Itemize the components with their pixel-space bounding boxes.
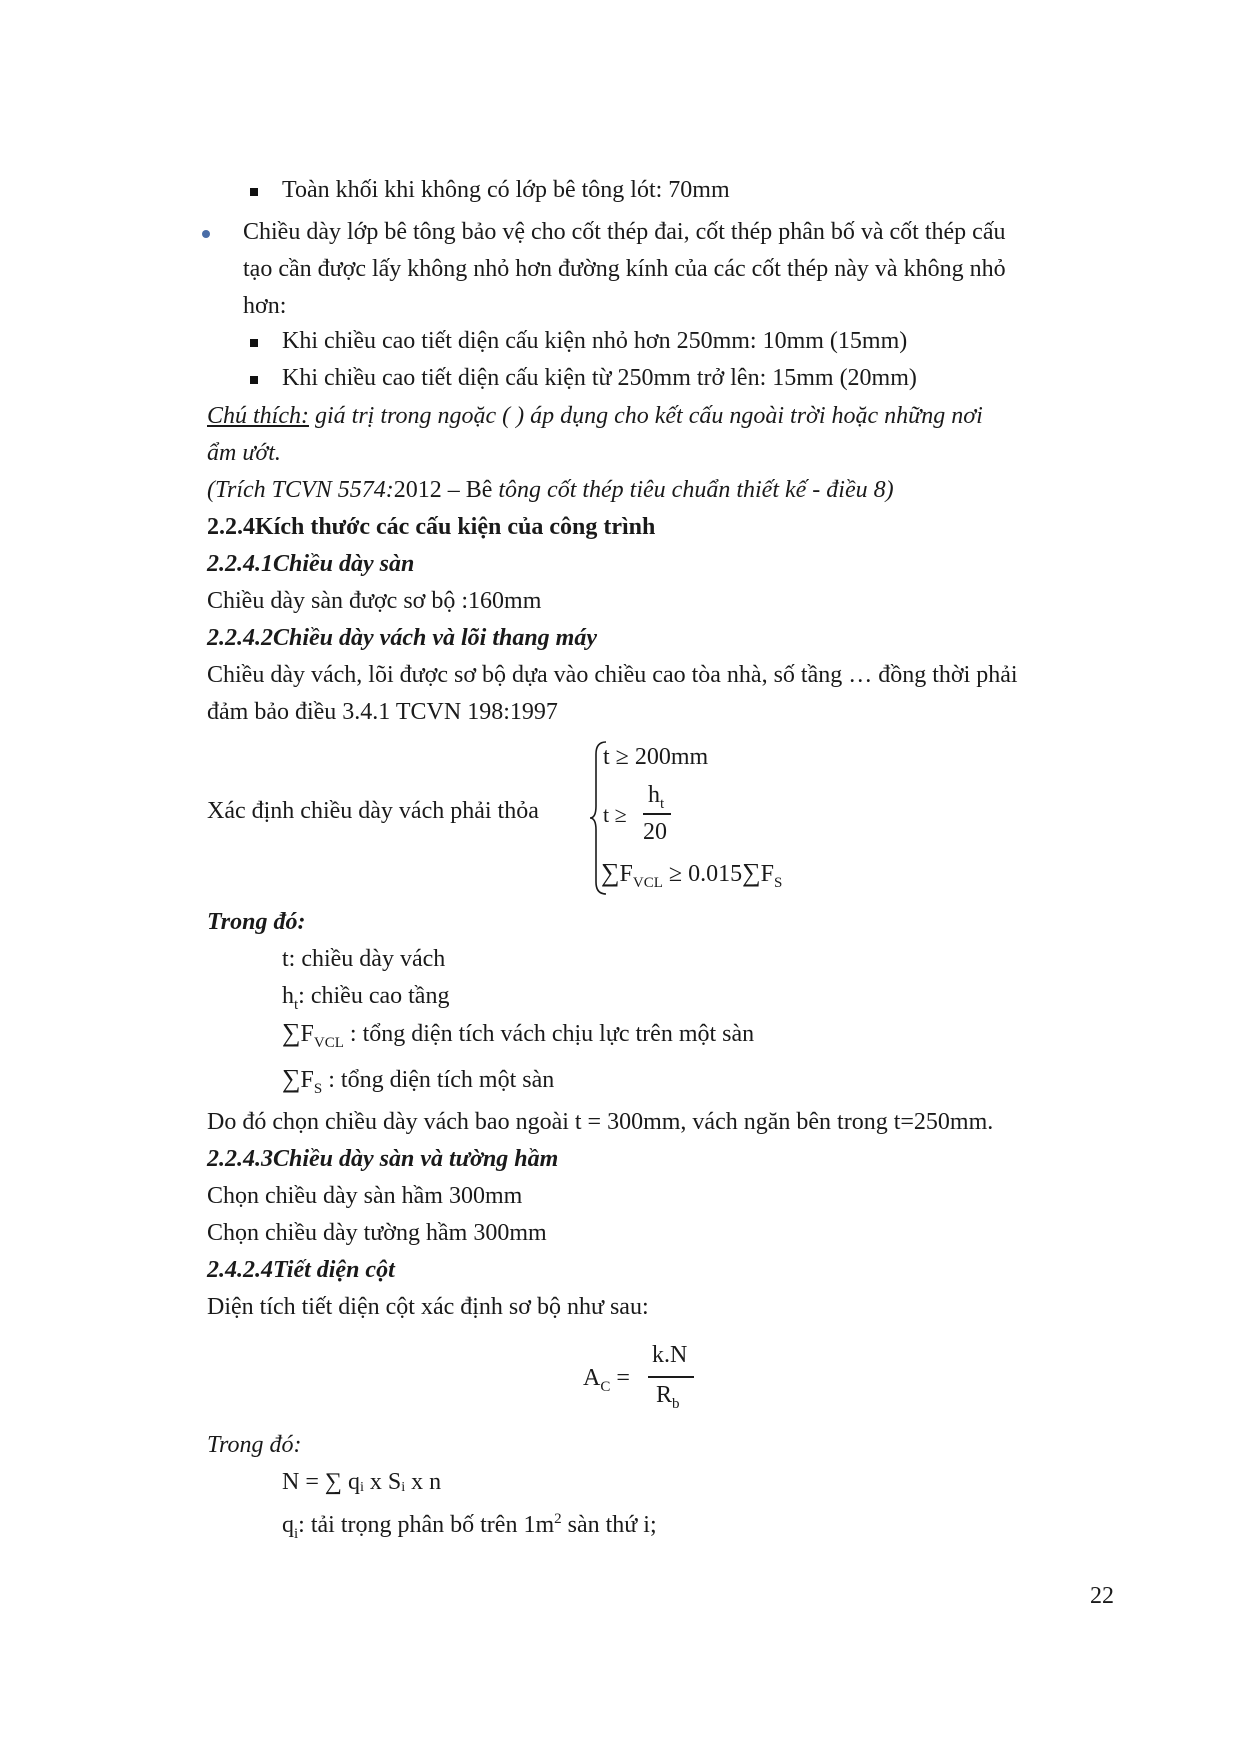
reference-part: 2012 – Bê xyxy=(393,477,493,503)
bullet-text: Khi chiều cao tiết diện cấu kiện từ 250mm trở lên: 15mm (20mm) xyxy=(282,365,917,391)
qi-q: q xyxy=(282,1512,294,1538)
page-number: 22 xyxy=(1090,1583,1114,1609)
qi-desc: : tải trọng phân bố trên 1m xyxy=(298,1512,555,1538)
ac-a: A xyxy=(583,1365,601,1391)
subsection-heading: 2.2.4.1Chiều dày sàn xyxy=(207,551,415,577)
inequality: ≥ 0.015 xyxy=(662,861,743,887)
f-sub: VCL xyxy=(313,1034,344,1051)
paragraph-line: Chiều dày lớp bê tông bảo vệ cho cốt thép đai, cốt thép phân bố và cốt thép cấu xyxy=(243,219,1006,245)
body-text: Chiều dày sàn được sơ bộ :160mm xyxy=(207,588,542,614)
bullet-dot xyxy=(202,230,210,238)
bullet-square xyxy=(250,339,258,347)
definition-fvcl xyxy=(282,1018,754,1058)
bullet-text: Toàn khối khi không có lớp bê tông lót: 70mm xyxy=(282,177,730,203)
f-sub: VCL xyxy=(632,874,663,891)
f-sub: S xyxy=(313,1080,323,1097)
paragraph-line: tạo cần được lấy không nhỏ hơn đường kính của các cốt thép này và không nhỏ xyxy=(243,256,1006,282)
rb-r: R xyxy=(656,1382,673,1408)
where-heading: Trong đó: xyxy=(207,1432,302,1458)
ac-denominator xyxy=(656,1380,680,1419)
bullet-square xyxy=(250,188,258,196)
numerator-sub: t xyxy=(660,795,665,812)
subsection-heading: 2.2.4.2Chiều dày vách và lõi thang máy xyxy=(207,625,597,651)
body-text: Chọn chiều dày sàn hầm 300mm xyxy=(207,1183,523,1209)
condition-3 xyxy=(601,858,782,898)
definition-qi xyxy=(282,1504,657,1549)
conclusion: Do đó chọn chiều dày vách bao ngoài t = 300mm, vách ngăn bên trong t=250mm. xyxy=(207,1109,994,1135)
definition-t: t: chiều dày vách xyxy=(282,946,446,972)
ht-desc: : chiều cao tầng xyxy=(298,983,450,1009)
bullet-text: Khi chiều cao tiết diện cấu kiện nhỏ hơn 250mm: 10mm (15mm) xyxy=(282,328,908,354)
condition-2-denominator: 20 xyxy=(643,819,667,845)
body-text: đảm bảo điều 3.4.1 TCVN 198:1997 xyxy=(207,699,558,725)
ht-sub: t xyxy=(294,996,299,1013)
note-text: giá trị trong ngoặc ( ) áp dụng cho kết cấu ngoài trời hoặc những nơi xyxy=(309,403,983,429)
qi-desc-end: sàn thứ i; xyxy=(561,1512,657,1538)
subsection-heading: 2.2.4.3Chiều dày sàn và tường hầm xyxy=(207,1146,559,1172)
sum-symbol: ∑ xyxy=(282,1018,301,1047)
note-line xyxy=(207,401,983,431)
reference-part: tông cốt thép tiêu chuẩn thiết kế - điều 8) xyxy=(492,477,894,503)
sum-symbol: ∑ xyxy=(742,858,761,887)
f-symbol: F xyxy=(300,1021,314,1047)
ac-numerator: k.N xyxy=(652,1342,688,1368)
body-text: Chọn chiều dày tường hầm 300mm xyxy=(207,1220,547,1246)
body-text: Diện tích tiết diện cột xác định sơ bộ như sau: xyxy=(207,1294,649,1320)
rb-sub: b xyxy=(672,1395,680,1412)
condition-1: t ≥ 200mm xyxy=(603,744,709,770)
fvcl-desc: : tổng diện tích vách chịu lực trên một sàn xyxy=(343,1021,755,1047)
where-heading: Trong đó: xyxy=(207,909,306,935)
sum-symbol: ∑ xyxy=(282,1064,301,1093)
definition-fs xyxy=(282,1064,554,1104)
sum-symbol: ∑ xyxy=(601,858,620,887)
fs-desc: : tổng diện tích một sàn xyxy=(322,1067,555,1093)
paragraph-line: hơn: xyxy=(243,293,287,319)
qi-sub: i xyxy=(294,1525,299,1542)
section-heading: 2.2.4Kích thước các cấu kiện của công trình xyxy=(207,514,656,540)
fraction-bar xyxy=(648,1376,694,1378)
f-sub: S xyxy=(773,874,783,891)
ac-left xyxy=(583,1363,630,1402)
subsection-heading: 2.4.2.4Tiết diện cột xyxy=(207,1257,395,1283)
f-symbol: F xyxy=(300,1067,314,1093)
numerator-h: h xyxy=(648,782,660,808)
qi-sup: 2 xyxy=(554,1511,562,1527)
body-text: Chiều dày vách, lõi được sơ bộ dựa vào chiều cao tòa nhà, số tầng … đồng thời phải xyxy=(207,662,1018,688)
bullet-square xyxy=(250,376,258,384)
ac-sub: C xyxy=(600,1378,611,1395)
condition-2-left: t ≥ xyxy=(603,802,627,827)
note-label: Chú thích: xyxy=(207,403,309,429)
ht-h: h xyxy=(282,983,294,1009)
f-symbol: F xyxy=(760,861,774,887)
n-formula: N = ∑ qᵢ x Sᵢ x n xyxy=(282,1469,442,1495)
f-symbol: F xyxy=(619,861,633,887)
reference-line xyxy=(207,475,894,505)
condition-label: Xác định chiều dày vách phải thỏa xyxy=(207,798,539,824)
note-line: ẩm ướt. xyxy=(207,440,281,466)
ac-eq: = xyxy=(610,1365,630,1391)
reference-part: (Trích TCVN 5574: xyxy=(207,477,394,503)
fraction-bar xyxy=(643,813,671,815)
definition-ht xyxy=(282,981,449,1020)
